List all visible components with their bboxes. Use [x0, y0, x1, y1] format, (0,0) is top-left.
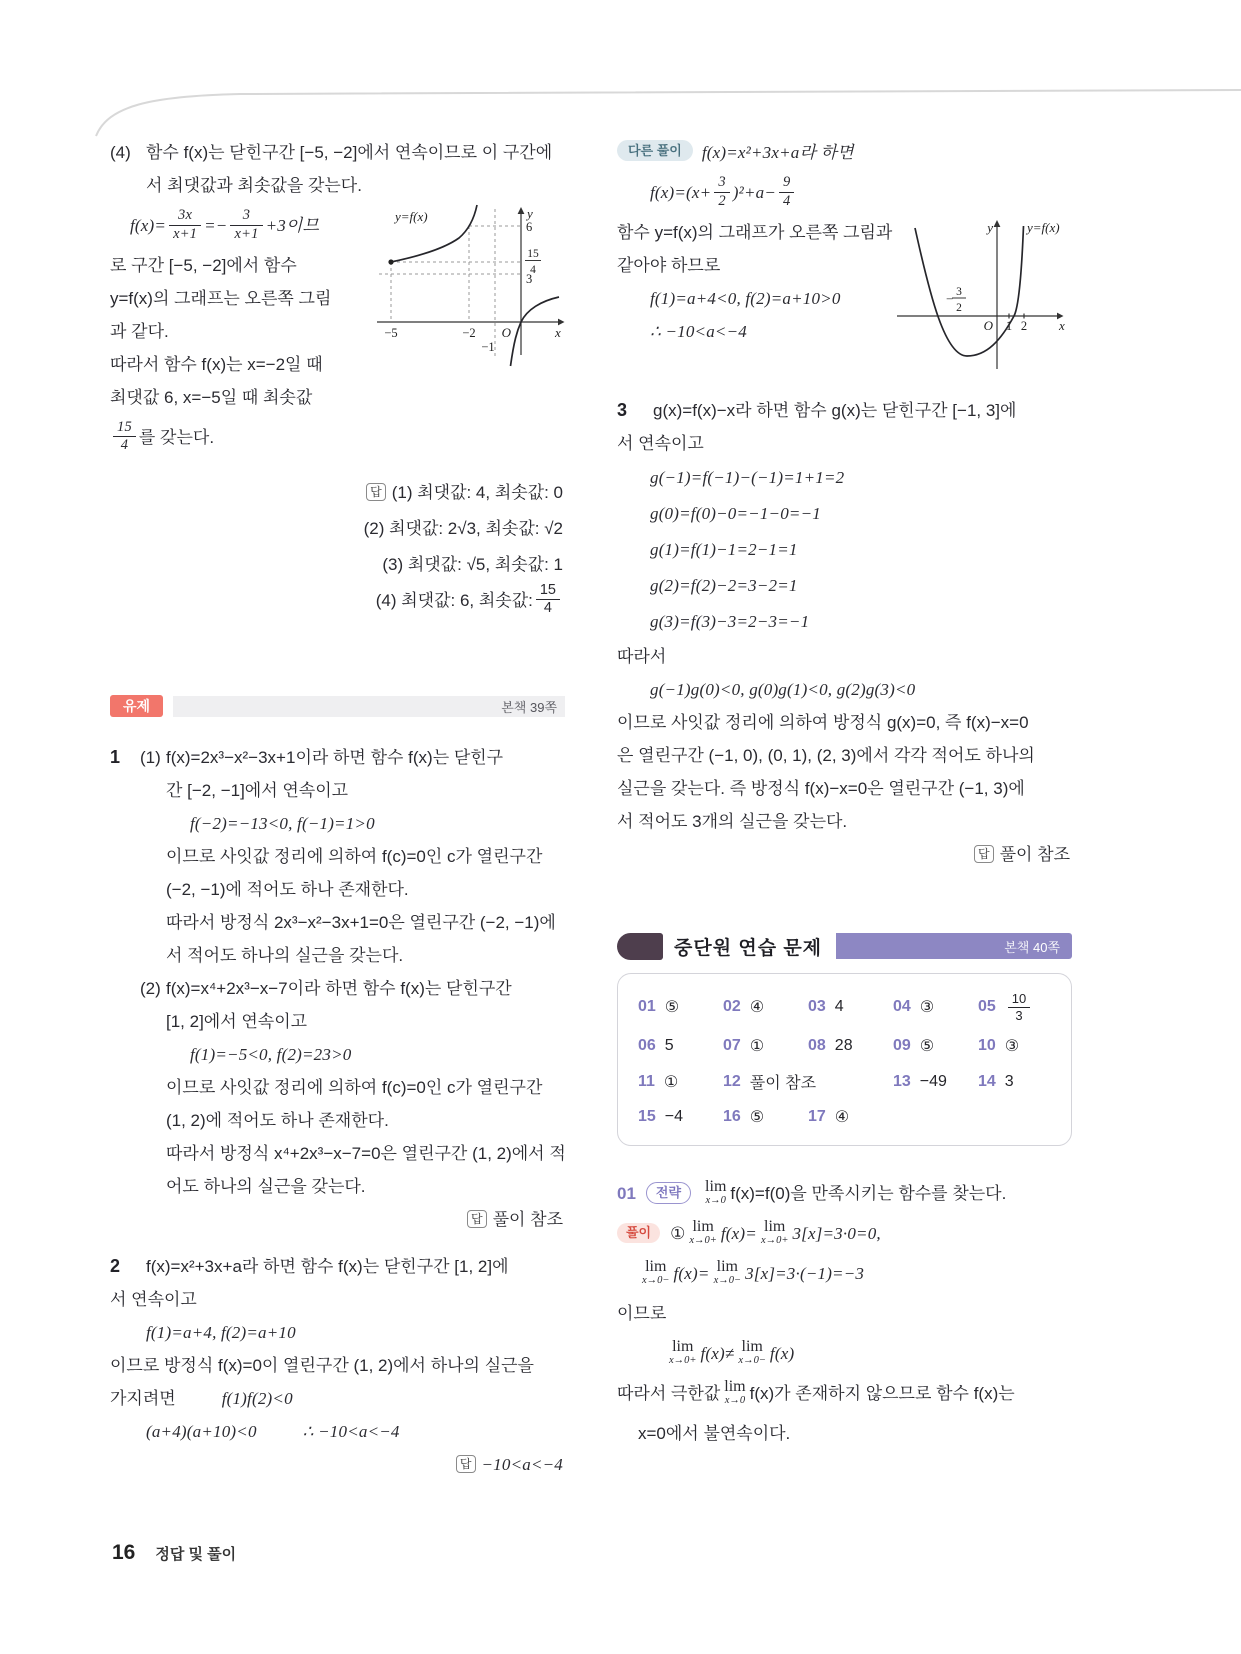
answer-cell: [978, 992, 1063, 1022]
text-line: [617, 1374, 1072, 1414]
page-number: 16: [112, 1541, 136, 1564]
answer-value: 5: [664, 1037, 674, 1055]
formula-text: f(1)f(2)<0: [221, 1389, 293, 1408]
text-line: [110, 414, 565, 461]
fraction: [1008, 992, 1030, 1022]
solution-number: 01: [617, 1184, 636, 1204]
answer-cell: [893, 992, 978, 1022]
page-content: [110, 136, 1072, 1481]
text: 를 갖는다.: [138, 428, 215, 447]
formula-line: f(1)=−5<0, f(2)=23>0: [190, 1045, 352, 1064]
frac-den: 4: [779, 192, 794, 209]
answer-line: (3) 최댓값: √5, 최솟값: 1: [382, 555, 563, 574]
formula-line: g(0)=f(0)−0=−1−0=−1: [650, 504, 821, 523]
lim-word: lim: [692, 1218, 714, 1236]
limit-notation: [761, 1219, 789, 1247]
solution-line: [638, 1254, 1072, 1294]
answer-text: (4) 최댓값: 6, 최솟값:: [375, 591, 533, 610]
text-line: 따라서 방정식 2x³−x²−3x+1=0은 열린구간 (−2, −1)에: [166, 913, 556, 932]
answer-value: −49: [919, 1072, 947, 1090]
frac-den: 4: [113, 436, 136, 453]
answer-cell: [808, 1107, 893, 1127]
answer-text: −10<a<−4: [481, 1455, 563, 1474]
answer-cell: [723, 1036, 808, 1056]
problem-4-solution: [110, 136, 565, 619]
lim-subscript: x→0−: [642, 1275, 670, 1287]
text-line: 최댓값 6, x=−5일 때 최솟값: [110, 388, 313, 407]
fraction: [169, 208, 201, 241]
answer-line: [110, 475, 563, 511]
y-value-6: 6: [526, 220, 533, 234]
limit-notation: [689, 1219, 717, 1247]
limit-notation: [669, 1339, 697, 1367]
answer-cell: [893, 1036, 978, 1056]
solution-line: [665, 1334, 1072, 1374]
answer-value: ①: [749, 1038, 765, 1056]
solution-badge: 풀이: [617, 1223, 660, 1243]
solution-line: [617, 1214, 1072, 1254]
y-axis-label: y: [987, 220, 993, 235]
answer-cell: [723, 1070, 893, 1093]
x-axis-label: x: [1059, 318, 1065, 333]
yuje-section-header: [110, 695, 565, 717]
lim-word: lim: [645, 1258, 667, 1276]
text-line: 실근을 갖는다. 즉 방정식 f(x)−x=0은 열린구간 (−1, 3)에: [617, 779, 1025, 798]
frac-num: 3x: [178, 207, 193, 224]
section-ribbon: [836, 933, 1072, 959]
frac-num: 15: [539, 581, 556, 598]
answer-number: 05: [978, 998, 996, 1016]
formula-text: (a+4)(a+10)<0: [146, 1422, 257, 1441]
section-tab-shape: [617, 933, 663, 960]
formula-text: ∴ −10<a<−4: [302, 1422, 400, 1441]
yuje-badge: 유제: [110, 695, 163, 717]
answer-value: 풀이 참조: [749, 1075, 817, 1093]
problem-number: 2: [110, 1256, 121, 1276]
text-line: 이므로 사잇값 정리에 의하여 f(c)=0인 c가 열린구간: [166, 1078, 543, 1097]
text-line: 로 구간 [−5, −2]에서 함수: [110, 256, 297, 275]
text-line: 이므로 사잇값 정리에 의하여 f(c)=0인 c가 열린구간: [166, 847, 543, 866]
answer-value: [1005, 992, 1033, 1022]
formula-text: f(x): [769, 1344, 795, 1364]
lim-word: lim: [741, 1338, 763, 1356]
answer-cell: [978, 1036, 1063, 1056]
answer-line: (2) 최댓값: 2√3, 최솟값: √2: [363, 519, 563, 538]
answer-text: 풀이 참조: [492, 1210, 563, 1229]
text: f(x)가 존재하지 않으므로 함수 f(x)는: [749, 1384, 1015, 1404]
x-tick-1: 1: [1005, 319, 1013, 333]
answer-cell: [638, 1107, 723, 1127]
frac-den: x+1: [169, 225, 201, 242]
text-line: 따라서 방정식 x⁴+2x³−x−7=0은 열린구간 (1, 2)에서 적: [166, 1144, 566, 1163]
answer-number: 14: [978, 1072, 996, 1090]
text: 따라서 극한값: [617, 1384, 721, 1404]
lim-subscript: x→0+: [689, 1235, 717, 1247]
text-line: [110, 136, 565, 169]
lim-subscript: x→0−: [738, 1355, 766, 1367]
sub-marker: (2): [140, 979, 161, 998]
limit-notation: [642, 1259, 670, 1287]
sub-marker: (1): [140, 748, 161, 767]
text-line: (1, 2)에 적어도 하나 존재한다.: [166, 1111, 389, 1130]
text: 함수 f(x)는 닫힌구간 [−5, −2]에서 연속이므로 이 구간에: [146, 143, 553, 162]
frac-den: 3: [1008, 1007, 1030, 1023]
fraction: [230, 208, 262, 241]
answer-value: 4: [834, 998, 844, 1016]
strategy-badge: 전략: [646, 1182, 691, 1204]
answer-number: 03: [808, 998, 826, 1016]
formula-line: g(3)=f(3)−3=2−3=−1: [650, 612, 810, 631]
answer-number: 17: [808, 1108, 826, 1126]
right-column: [617, 136, 1072, 1481]
problem-3-solution: [617, 394, 1072, 871]
x-tick-2: 2: [1020, 319, 1028, 333]
answer-value: ⑤: [919, 1038, 935, 1056]
text-line: [140, 741, 565, 774]
frac-den: 4: [536, 599, 560, 616]
lim-word: lim: [705, 1178, 727, 1196]
text-line: [617, 136, 1072, 169]
review-section: [617, 931, 1072, 1146]
lim-word: lim: [716, 1258, 738, 1276]
answer-text: (1) 최댓값: 4, 최솟값: 0: [391, 483, 563, 502]
formula-line: f(1)=a+4<0, f(2)=a+10>0: [650, 289, 841, 308]
text-line: 과 같다.: [110, 322, 169, 341]
frac-num: 3: [242, 207, 251, 224]
limit-notation: [714, 1259, 742, 1287]
page-footer: [112, 1541, 236, 1565]
answer-number: 12: [723, 1072, 741, 1090]
formula-line: [617, 169, 1072, 216]
answer-number: 16: [723, 1108, 741, 1126]
review-header: [617, 931, 1072, 961]
answer-value: 3: [1004, 1072, 1014, 1090]
text-line: 은 열린구간 (−1, 0), (0, 1), (2, 3)에서 각각 적어도 하나의: [617, 746, 1035, 765]
parabola-graph: [897, 216, 1072, 380]
answer-number: 11: [638, 1072, 655, 1090]
lim-subscript: x→0: [724, 1395, 746, 1407]
frac-den: 2: [714, 192, 729, 209]
answer-number: 10: [978, 1037, 996, 1055]
frac-numerator: 3: [956, 286, 962, 298]
lim-word: lim: [764, 1218, 786, 1236]
text-line: 서 적어도 하나의 실근을 갖는다.: [166, 946, 404, 965]
text-line: x=0에서 불연속이다.: [638, 1424, 791, 1444]
lim-subscript: x→0−: [713, 1275, 742, 1287]
formula-text: f(x)=(x+: [650, 183, 712, 202]
answer-text: 풀이 참조: [999, 845, 1070, 864]
answer-value: ③: [919, 999, 935, 1017]
answer-cell: [638, 1070, 723, 1093]
section-title: 중단원 연습 문제: [674, 937, 823, 959]
answer-value: ①: [663, 1073, 679, 1091]
footer-title: 정답 및 풀이: [155, 1546, 237, 1563]
origin-label: O: [501, 325, 511, 340]
answer-cell: [723, 1107, 808, 1127]
curve-label: y=f(x): [395, 209, 428, 224]
text-line: [1, 2]에서 연속이고: [166, 1012, 308, 1031]
solution-01: [617, 1174, 1072, 1454]
choice-marker: ①: [670, 1224, 686, 1244]
text: f(x)=f(0)을 만족시키는 함수를 찾는다.: [730, 1184, 1007, 1204]
answer-number: 04: [893, 998, 911, 1016]
answer-number: 06: [638, 1037, 656, 1055]
text-line: 따라서: [617, 647, 667, 666]
answer-cell: [638, 1036, 723, 1056]
formula-text: =−: [204, 216, 228, 235]
fraction: [714, 175, 729, 208]
x-value-minus5: −5: [384, 326, 398, 340]
book-page-ref: 본책 40쪽: [1004, 939, 1060, 955]
y-axis-label: y: [527, 206, 533, 221]
answer-cell: [808, 1036, 893, 1056]
answers-block: [110, 475, 565, 619]
page-edge-decoration: [0, 0, 1241, 150]
answer-line: [617, 838, 1072, 871]
text: 가지려면: [110, 1389, 176, 1408]
text-line: 같아야 하므로: [617, 256, 721, 275]
frac-denominator: 4: [530, 264, 536, 276]
rational-function-graph: [375, 204, 565, 374]
formula-text: +3이므: [265, 216, 320, 235]
formula-line: g(1)=f(1)−1=2−1=1: [650, 540, 798, 559]
text-line: f(x)=x²+3x+a라 하면 함수 f(x)는 닫힌구간 [1, 2]에: [146, 1257, 509, 1276]
limit-notation: [705, 1179, 726, 1207]
fraction: [113, 420, 136, 453]
text-line: 서 연속이고: [617, 434, 704, 453]
book-page-ref: 본책 39쪽: [501, 699, 557, 715]
text-line: 이므로: [617, 1304, 667, 1324]
section-rule: [173, 696, 565, 717]
paragraph-with-graph: [110, 202, 565, 461]
text: f(x)=x²+3x+a라 하면: [701, 143, 854, 162]
formula-text: f(x)=: [673, 1264, 710, 1284]
answer-number: 07: [723, 1037, 741, 1055]
answer-grid: [617, 973, 1072, 1146]
text: f(x)=x⁴+2x³−x−7이라 하면 함수 f(x)는 닫힌구간: [166, 979, 512, 998]
text-line: [140, 972, 565, 1005]
text-line: g(x)=f(x)−x라 하면 함수 g(x)는 닫힌구간 [−1, 3]에: [653, 401, 1017, 420]
frac-den: x+1: [230, 225, 262, 242]
frac-num: 3: [718, 174, 726, 191]
lim-subscript: x→0: [705, 1195, 726, 1207]
text-line: [110, 1382, 565, 1415]
answer-value: −4: [664, 1108, 684, 1126]
formula-text: f(x)=: [130, 216, 167, 235]
text-line: 어도 하나의 실근을 갖는다.: [166, 1177, 366, 1196]
answer-cell: [638, 992, 723, 1022]
limit-notation: [724, 1379, 745, 1407]
problem-1-solution: [110, 741, 565, 1236]
x-axis-label: x: [555, 325, 561, 340]
limit-notation: [738, 1339, 766, 1367]
alternative-solution: [617, 136, 1072, 348]
answer-value: 28: [834, 1037, 853, 1055]
problem-2-solution: [110, 1250, 565, 1481]
left-column: [110, 136, 565, 1481]
problem-number: 3: [617, 400, 628, 420]
formula-line: f(1)=a+4, f(2)=a+10: [146, 1323, 296, 1342]
answer-icon: 답: [456, 1455, 476, 1473]
answer-number: 08: [808, 1037, 826, 1055]
answer-value: ④: [749, 999, 765, 1017]
item-marker: (4): [110, 143, 131, 162]
text-line: 간 [−2, −1]에서 연속이고: [166, 781, 349, 800]
answer-cell: [808, 992, 893, 1022]
answer-number: 02: [723, 998, 741, 1016]
lim-word: lim: [724, 1378, 746, 1396]
answer-line: [166, 1203, 565, 1236]
formula-text: )²+a−: [732, 183, 776, 202]
formula-line: ∴ −10<a<−4: [650, 322, 747, 341]
text-line: 따라서 함수 f(x)는 x=−2일 때: [110, 355, 323, 374]
strategy-line: [617, 1174, 1072, 1214]
answer-icon: 답: [974, 845, 994, 863]
text-line: 서 연속이고: [110, 1290, 197, 1309]
answer-line: [110, 1448, 565, 1481]
formula-line: g(2)=f(2)−2=3−2=1: [650, 576, 798, 595]
text-line: 함수 y=f(x)의 그래프가 오른쪽 그림과: [617, 223, 893, 242]
curve-label: y=f(x): [1027, 220, 1060, 235]
lim-word: lim: [672, 1338, 694, 1356]
problem-number: 1: [110, 747, 121, 767]
answer-value: ⑤: [664, 999, 680, 1017]
answer-line: [110, 583, 563, 619]
frac-numerator: 15: [527, 248, 539, 260]
text: f(x)=2x³−x²−3x+1이라 하면 함수 f(x)는 닫힌구: [166, 748, 504, 767]
formula-text: f(x)=: [720, 1224, 757, 1244]
answer-cell: [978, 1070, 1063, 1093]
lim-subscript: x→0+: [760, 1235, 789, 1247]
answer-value: ⑤: [749, 1109, 765, 1127]
y-value-3: 3: [526, 272, 533, 286]
answer-icon: 답: [467, 1210, 487, 1228]
text-line: 서 최댓값과 최솟값을 갖는다.: [146, 176, 362, 195]
answer-number: 01: [638, 998, 656, 1016]
x-value-minus1: −1: [481, 340, 495, 354]
formula-line: f(−2)=−13<0, f(−1)=1>0: [190, 814, 375, 833]
answer-value: ③: [1004, 1038, 1020, 1056]
frac-num: 15: [117, 418, 132, 435]
answer-icon: 답: [366, 483, 386, 501]
alt-solution-badge: 다른 풀이: [617, 140, 693, 161]
formula-text: f(x)≠: [700, 1344, 735, 1364]
fraction: [536, 583, 560, 616]
minus-sign: −: [946, 292, 954, 306]
formula-text: 3[x]=3·0=0,: [792, 1224, 881, 1244]
origin-label: O: [983, 318, 993, 333]
answer-cell: [893, 1070, 978, 1093]
answer-value: ④: [834, 1109, 850, 1127]
text-line: y=f(x)의 그래프는 오른쪽 그림: [110, 289, 332, 308]
frac-num: 9: [783, 174, 791, 191]
text-line: (−2, −1)에 적어도 하나 존재한다.: [166, 880, 409, 899]
x-value-minus2: −2: [462, 326, 476, 340]
frac-num: 10: [1011, 991, 1027, 1006]
formula-line: g(−1)g(0)<0, g(0)g(1)<0, g(2)g(3)<0: [650, 680, 916, 699]
formula-line: g(−1)=f(−1)−(−1)=1+1=2: [650, 468, 845, 487]
text-line: 이므로 사잇값 정리에 의하여 방정식 g(x)=0, 즉 f(x)−x=0: [617, 713, 1029, 732]
answer-number: 15: [638, 1108, 656, 1126]
text-line: 이므로 방정식 f(x)=0이 열린구간 (1, 2)에서 하나의 실근을: [110, 1356, 534, 1375]
lim-subscript: x→0+: [669, 1355, 697, 1367]
answer-number: 09: [893, 1037, 911, 1055]
answer-cell: [723, 992, 808, 1022]
fraction: [779, 175, 794, 208]
answer-number: 13: [893, 1072, 911, 1090]
frac-denominator: 2: [956, 302, 962, 314]
formula-text: 3[x]=3·(−1)=−3: [745, 1264, 865, 1284]
formula-line: [110, 1415, 565, 1448]
text-line: 서 적어도 3개의 실근을 갖는다.: [617, 812, 848, 831]
